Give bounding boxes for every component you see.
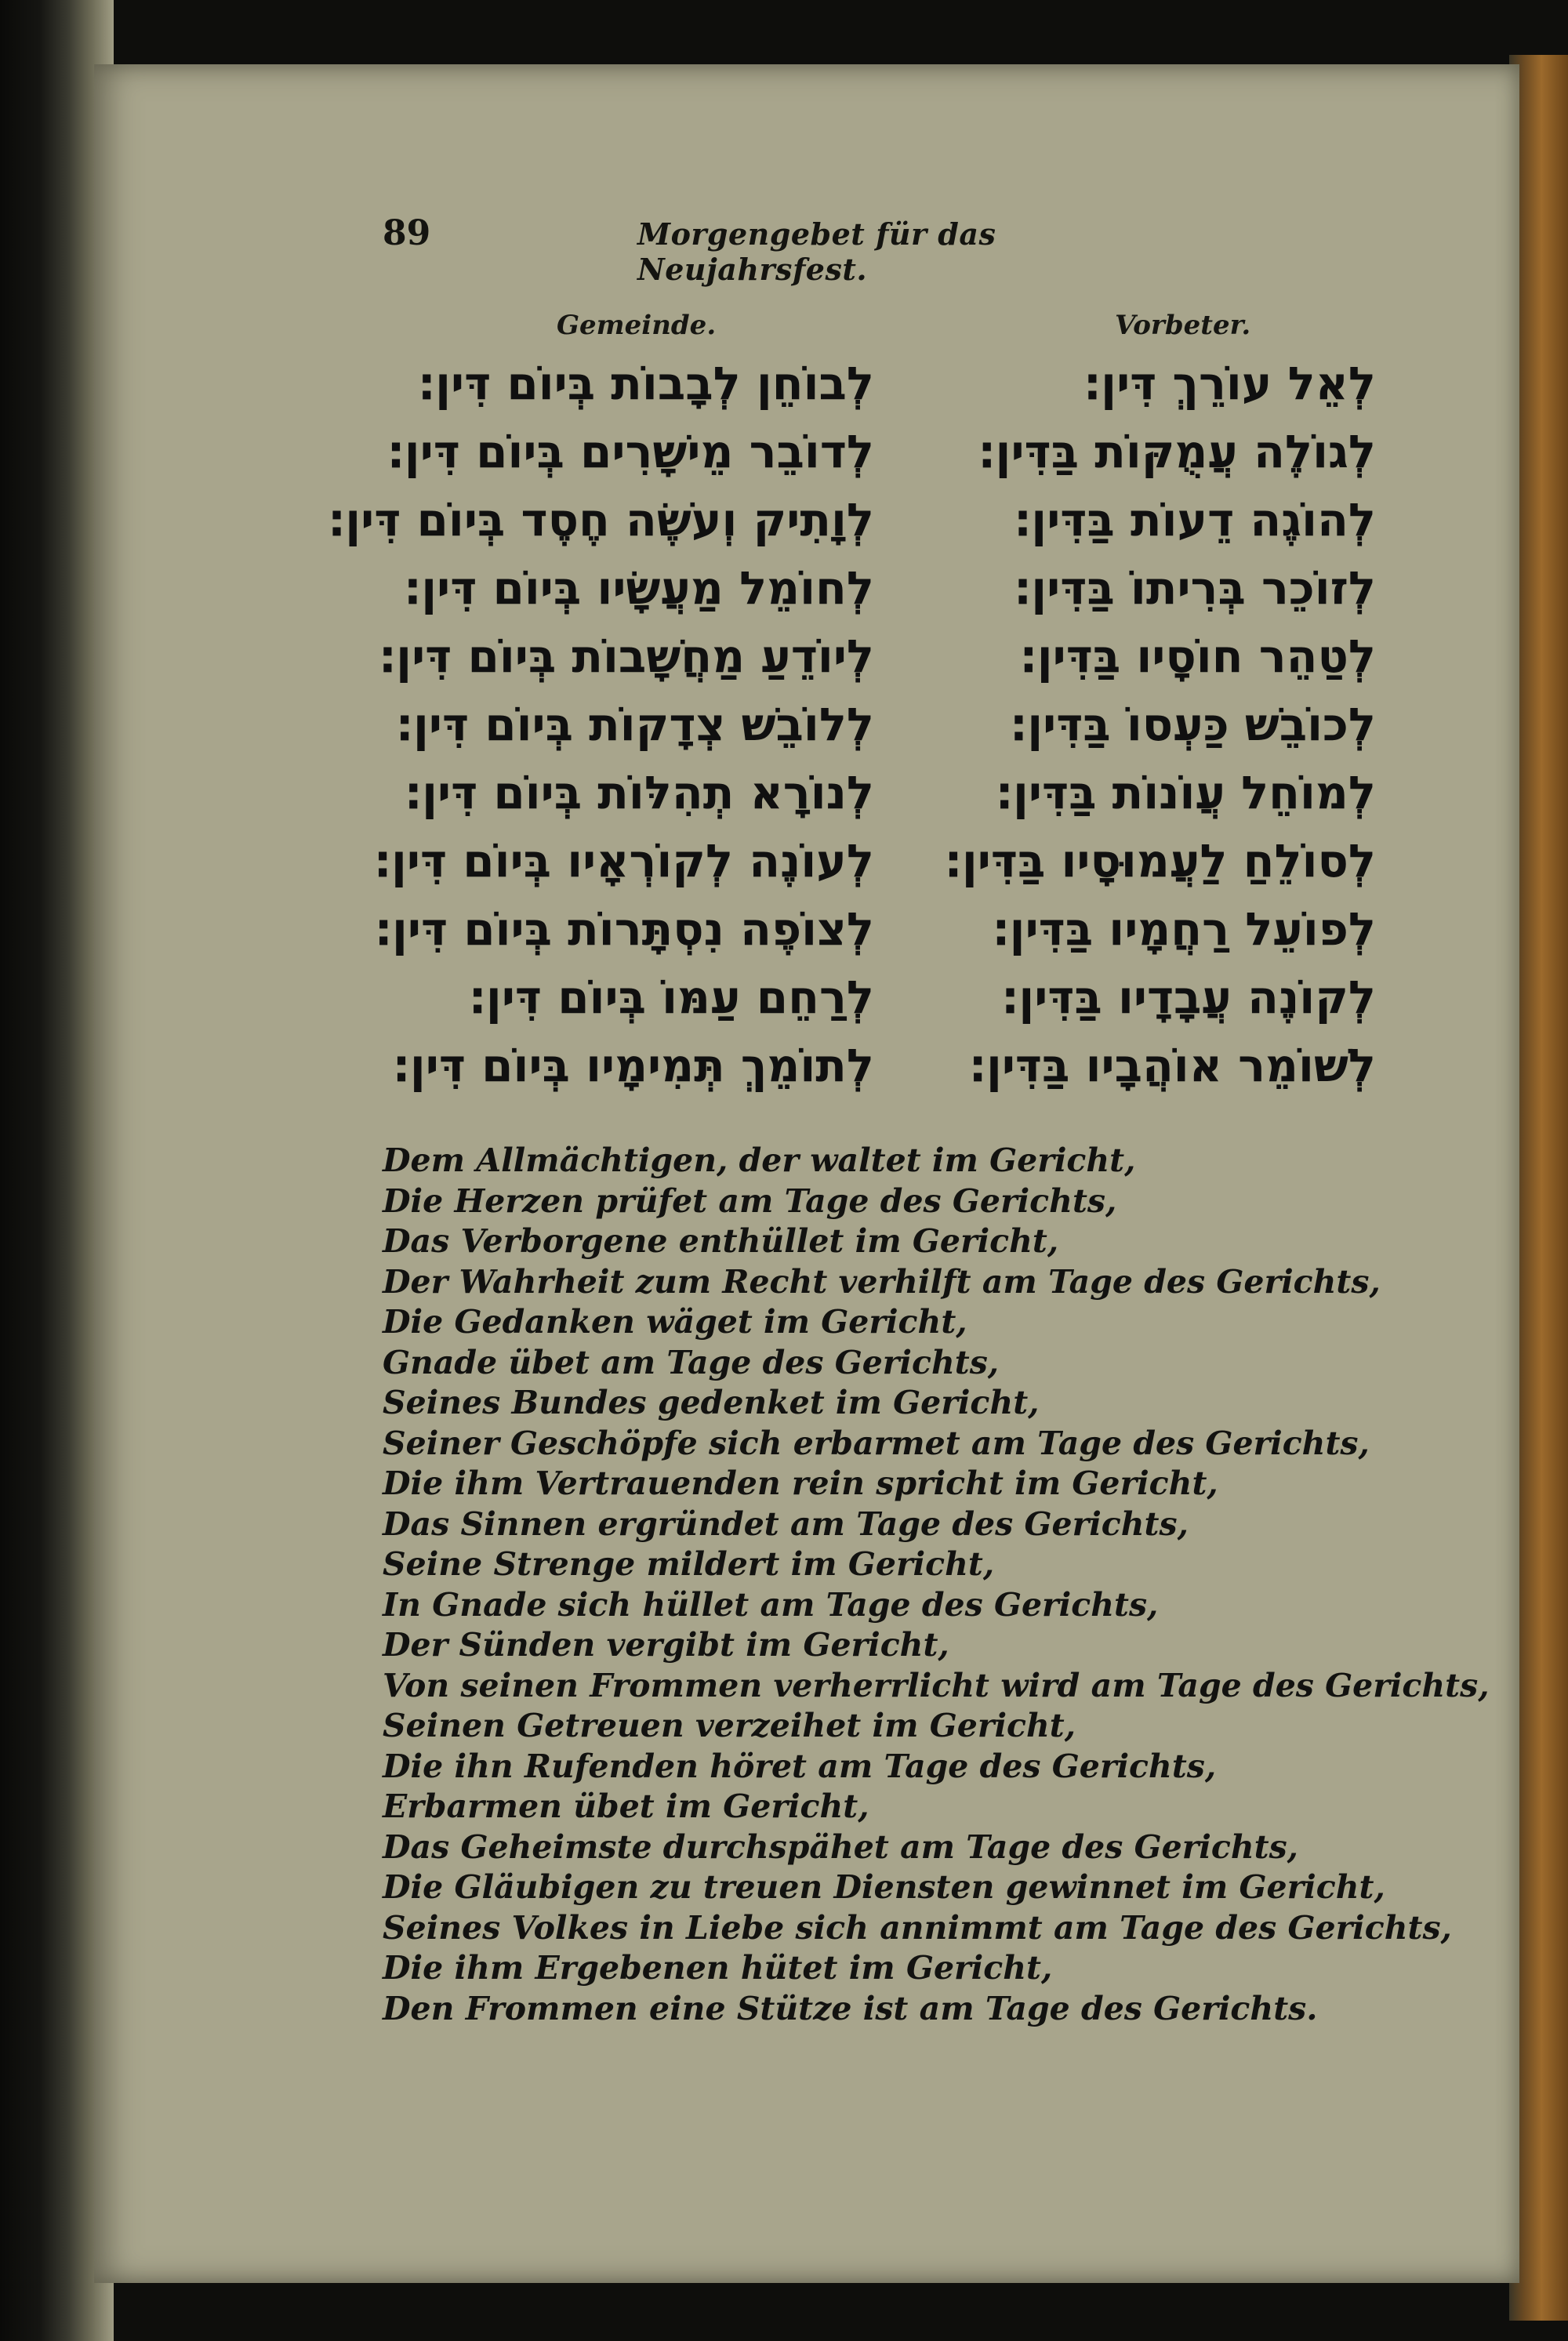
column-label-congregation: Gemeinde. (557, 310, 717, 341)
translation-line: Die Gläubigen zu treuen Diensten gewinnet im Gericht, (383, 1868, 1385, 1906)
hebrew-line: לְהוֹגֶה דֵעוֹת בַּדִּין׃ (1014, 493, 1376, 546)
hebrew-line: לְחוֹמֵל מַעֲשָׂיו בְּיוֹם דִּין׃ (404, 561, 874, 615)
translation-line: Von seinen Frommen verherrlicht wird am Tage des Gerichts, (383, 1666, 1490, 1704)
translation-line: Die ihn Rufenden höret am Tage des Gerichts, (383, 1747, 1217, 1785)
translation-line: Seines Volkes in Liebe sich annimmt am Tage des Gerichts, (383, 1908, 1452, 1947)
hebrew-line: לְטַהֵר חוֹסָיו בַּדִּין׃ (1020, 630, 1376, 683)
hebrew-line: לְוָתִיק וְעֹשֶׂה חֶסֶד בְּיוֹם דִּין׃ (328, 493, 874, 546)
column-label-cantor: Vorbeter. (1115, 310, 1251, 341)
translation-line: Das Geheimste durchspähet am Tage des Gerichts, (383, 1827, 1298, 1866)
translation-line: Der Wahrheit zum Recht verhilft am Tage des Gerichts, (383, 1262, 1381, 1301)
translation-line: Den Frommen eine Stütze ist am Tage des Gerichts. (383, 1989, 1318, 2027)
hebrew-line: לְמוֹחֵל עֲוֹנוֹת בַּדִּין׃ (996, 766, 1376, 819)
hebrew-line: לְלוֹבֵשׁ צְדָקוֹת בְּיוֹם דִּין׃ (396, 698, 874, 751)
translation-line: Dem Allmächtigen, der waltet im Gericht, (383, 1141, 1136, 1179)
hebrew-line: לְשׁוֹמֵר אוֹהֲבָיו בַּדִּין׃ (969, 1039, 1376, 1092)
running-title: Morgengebet für das Neujahrsfest. (637, 216, 996, 287)
translation-line: Die Gedanken wäget im Gericht, (383, 1303, 967, 1341)
translation-line: Seines Bundes gedenket im Gericht, (383, 1384, 1040, 1421)
translation-line: Seiner Geschöpfe sich erbarmet am Tage des Gerichts, (383, 1424, 1370, 1462)
hebrew-line: לְיוֹדֵעַ מַחֲשָׁבוֹת בְּיוֹם דִּין׃ (379, 630, 874, 683)
page-header (383, 213, 1167, 287)
hebrew-line: לְגוֹלֶה עֲמֻקּוֹת בַּדִּין׃ (978, 425, 1376, 478)
translation-line: Das Sinnen ergründet am Tage des Gerichts, (383, 1504, 1189, 1543)
hebrew-line: לְתוֹמֵךְ תְּמִימָיו בְּיוֹם דִּין׃ (393, 1039, 874, 1092)
translation-line: Seinen Getreuen verzeihet im Gericht, (383, 1707, 1076, 1744)
hebrew-line: לְזוֹכֵר בְּרִיתוֹ בַּדִּין׃ (1014, 561, 1376, 615)
translation-line: In Gnade sich hüllet am Tage des Gerichts, (383, 1585, 1159, 1624)
german-translation (383, 1141, 1490, 2029)
hebrew-line: לְכוֹבֵשׁ כַּעְסוֹ בַּדִּין׃ (1010, 698, 1376, 751)
translation-line: Seine Strenge mildert im Gericht, (383, 1545, 995, 1583)
translation-line: Gnade übet am Tage des Gerichts, (383, 1343, 1000, 1381)
hebrew-line: לְפוֹעֵל רַחֲמָיו בַּדִּין׃ (993, 902, 1376, 956)
translation-line: Erbarmen übet im Gericht, (383, 1788, 869, 1825)
page-number: 89 (383, 213, 431, 253)
hebrew-column-congregation (328, 350, 874, 1100)
translation-line: Die ihm Vertrauenden rein spricht im Gericht, (383, 1464, 1218, 1502)
hebrew-line: לְרַחֵם עַמּוֹ בְּיוֹם דִּין׃ (469, 971, 874, 1024)
hebrew-line: לְאֵל עוֹרֵךְ דִּין׃ (1083, 357, 1376, 410)
hebrew-line: לְסוֹלֵחַ לַעֲמוּסָיו בַּדִּין׃ (945, 834, 1376, 887)
hebrew-line: לְצוֹפֶה נִסְתָּרוֹת בְּיוֹם דִּין׃ (375, 902, 874, 956)
hebrew-line: לְדוֹבֵר מֵישָׁרִים בְּיוֹם דִּין׃ (387, 425, 874, 478)
translation-line: Die ihm Ergebenen hütet im Gericht, (383, 1949, 1053, 1987)
hebrew-line: לְעוֹנֶה לְקוֹרְאָיו בְּיוֹם דִּין׃ (374, 834, 874, 887)
hebrew-line: לְבוֹחֵן לְבָבוֹת בְּיוֹם דִּין׃ (418, 357, 874, 410)
hebrew-line: לְנוֹרָא תְהִלּוֹת בְּיוֹם דִּין׃ (405, 766, 874, 819)
hebrew-line: לְקוֹנֶה עֲבָדָיו בַּדִּין׃ (1001, 971, 1376, 1024)
translation-line: Der Sünden vergibt im Gericht, (383, 1626, 949, 1664)
hebrew-column-cantor (945, 350, 1376, 1100)
translation-line: Das Verborgene enthüllet im Gericht, (383, 1222, 1059, 1260)
translation-line: Die Herzen prüfet am Tage des Gerichts, (383, 1181, 1117, 1220)
